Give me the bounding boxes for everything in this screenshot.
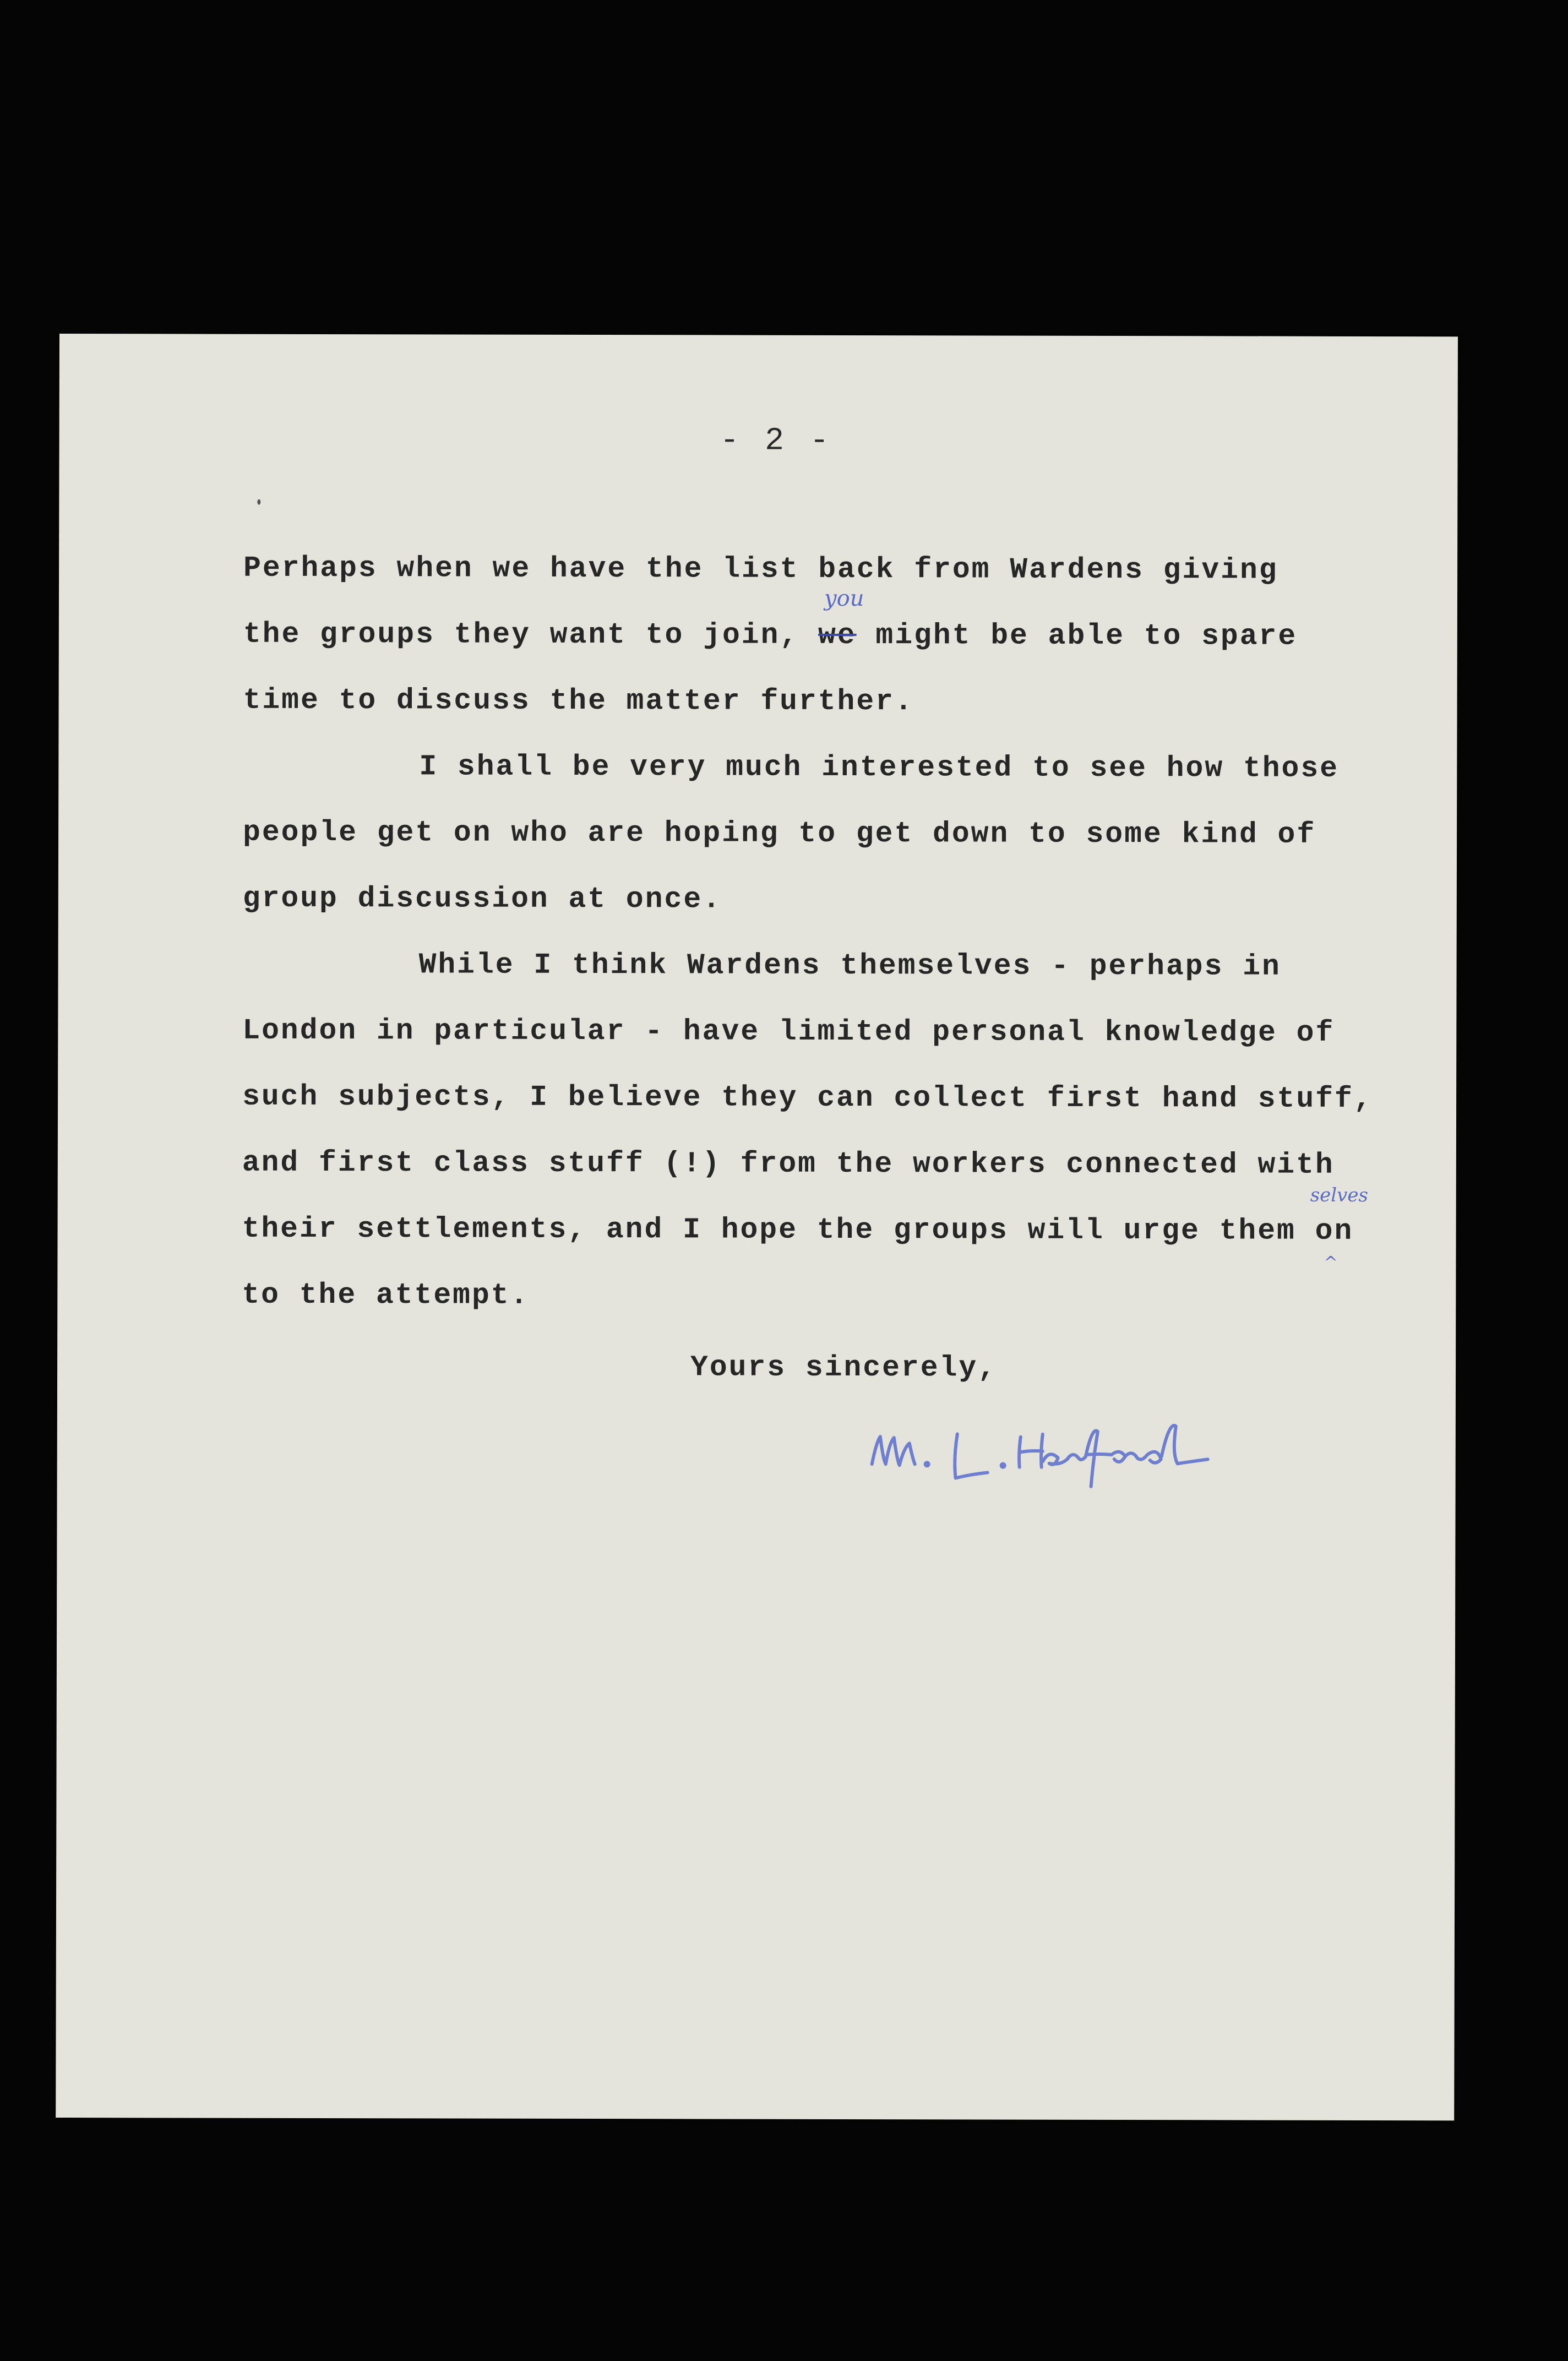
paragraph-3-line-2: London in particular - have limited personal knowledge of [242, 1014, 1335, 1049]
paragraph-3-line-3: such subjects, I believe they can collect first hand stuff, [242, 1080, 1373, 1116]
speck-mark [257, 499, 260, 505]
paragraph-1-line-3: time to discuss the matter further. [243, 683, 914, 719]
paragraph-2-line-1: I shall be very much interested to see how those [419, 750, 1340, 785]
paragraph-1-line-2-after: might be able to spare [856, 619, 1298, 653]
paragraph-1-line-1: Perhaps when we have the list back from Wardens giving [243, 551, 1278, 587]
paragraph-2-line-3: group discussion at once. [242, 882, 722, 916]
closing-salutation: Yours sincerely, [690, 1351, 998, 1385]
handwritten-caret: ^ [1324, 1253, 1338, 1272]
paragraph-1-line-2 [243, 618, 1297, 653]
paragraph-3-line-1: While I think Wardens themselves - perhaps in [418, 948, 1281, 983]
paragraph-3-line-4: and first class stuff (!) from the workers connected with [242, 1146, 1335, 1182]
handwritten-insert-selves: selves [1310, 1184, 1369, 1206]
handwritten-signature [856, 1403, 1241, 1498]
paragraph-1-line-2-before: the groups they want to join, [243, 617, 819, 652]
handwritten-insert-you: you [824, 585, 864, 612]
struck-word: we [818, 618, 857, 652]
letter-page [56, 334, 1458, 2120]
paragraph-3-line-6: to the attempt. [242, 1278, 530, 1312]
paragraph-2-line-2: people get on who are hoping to get down to some kind of [243, 815, 1316, 851]
paragraph-3-line-5: their settlements, and I hope the groups will urge them on [242, 1212, 1354, 1248]
page-number: - 2 - [720, 423, 832, 459]
